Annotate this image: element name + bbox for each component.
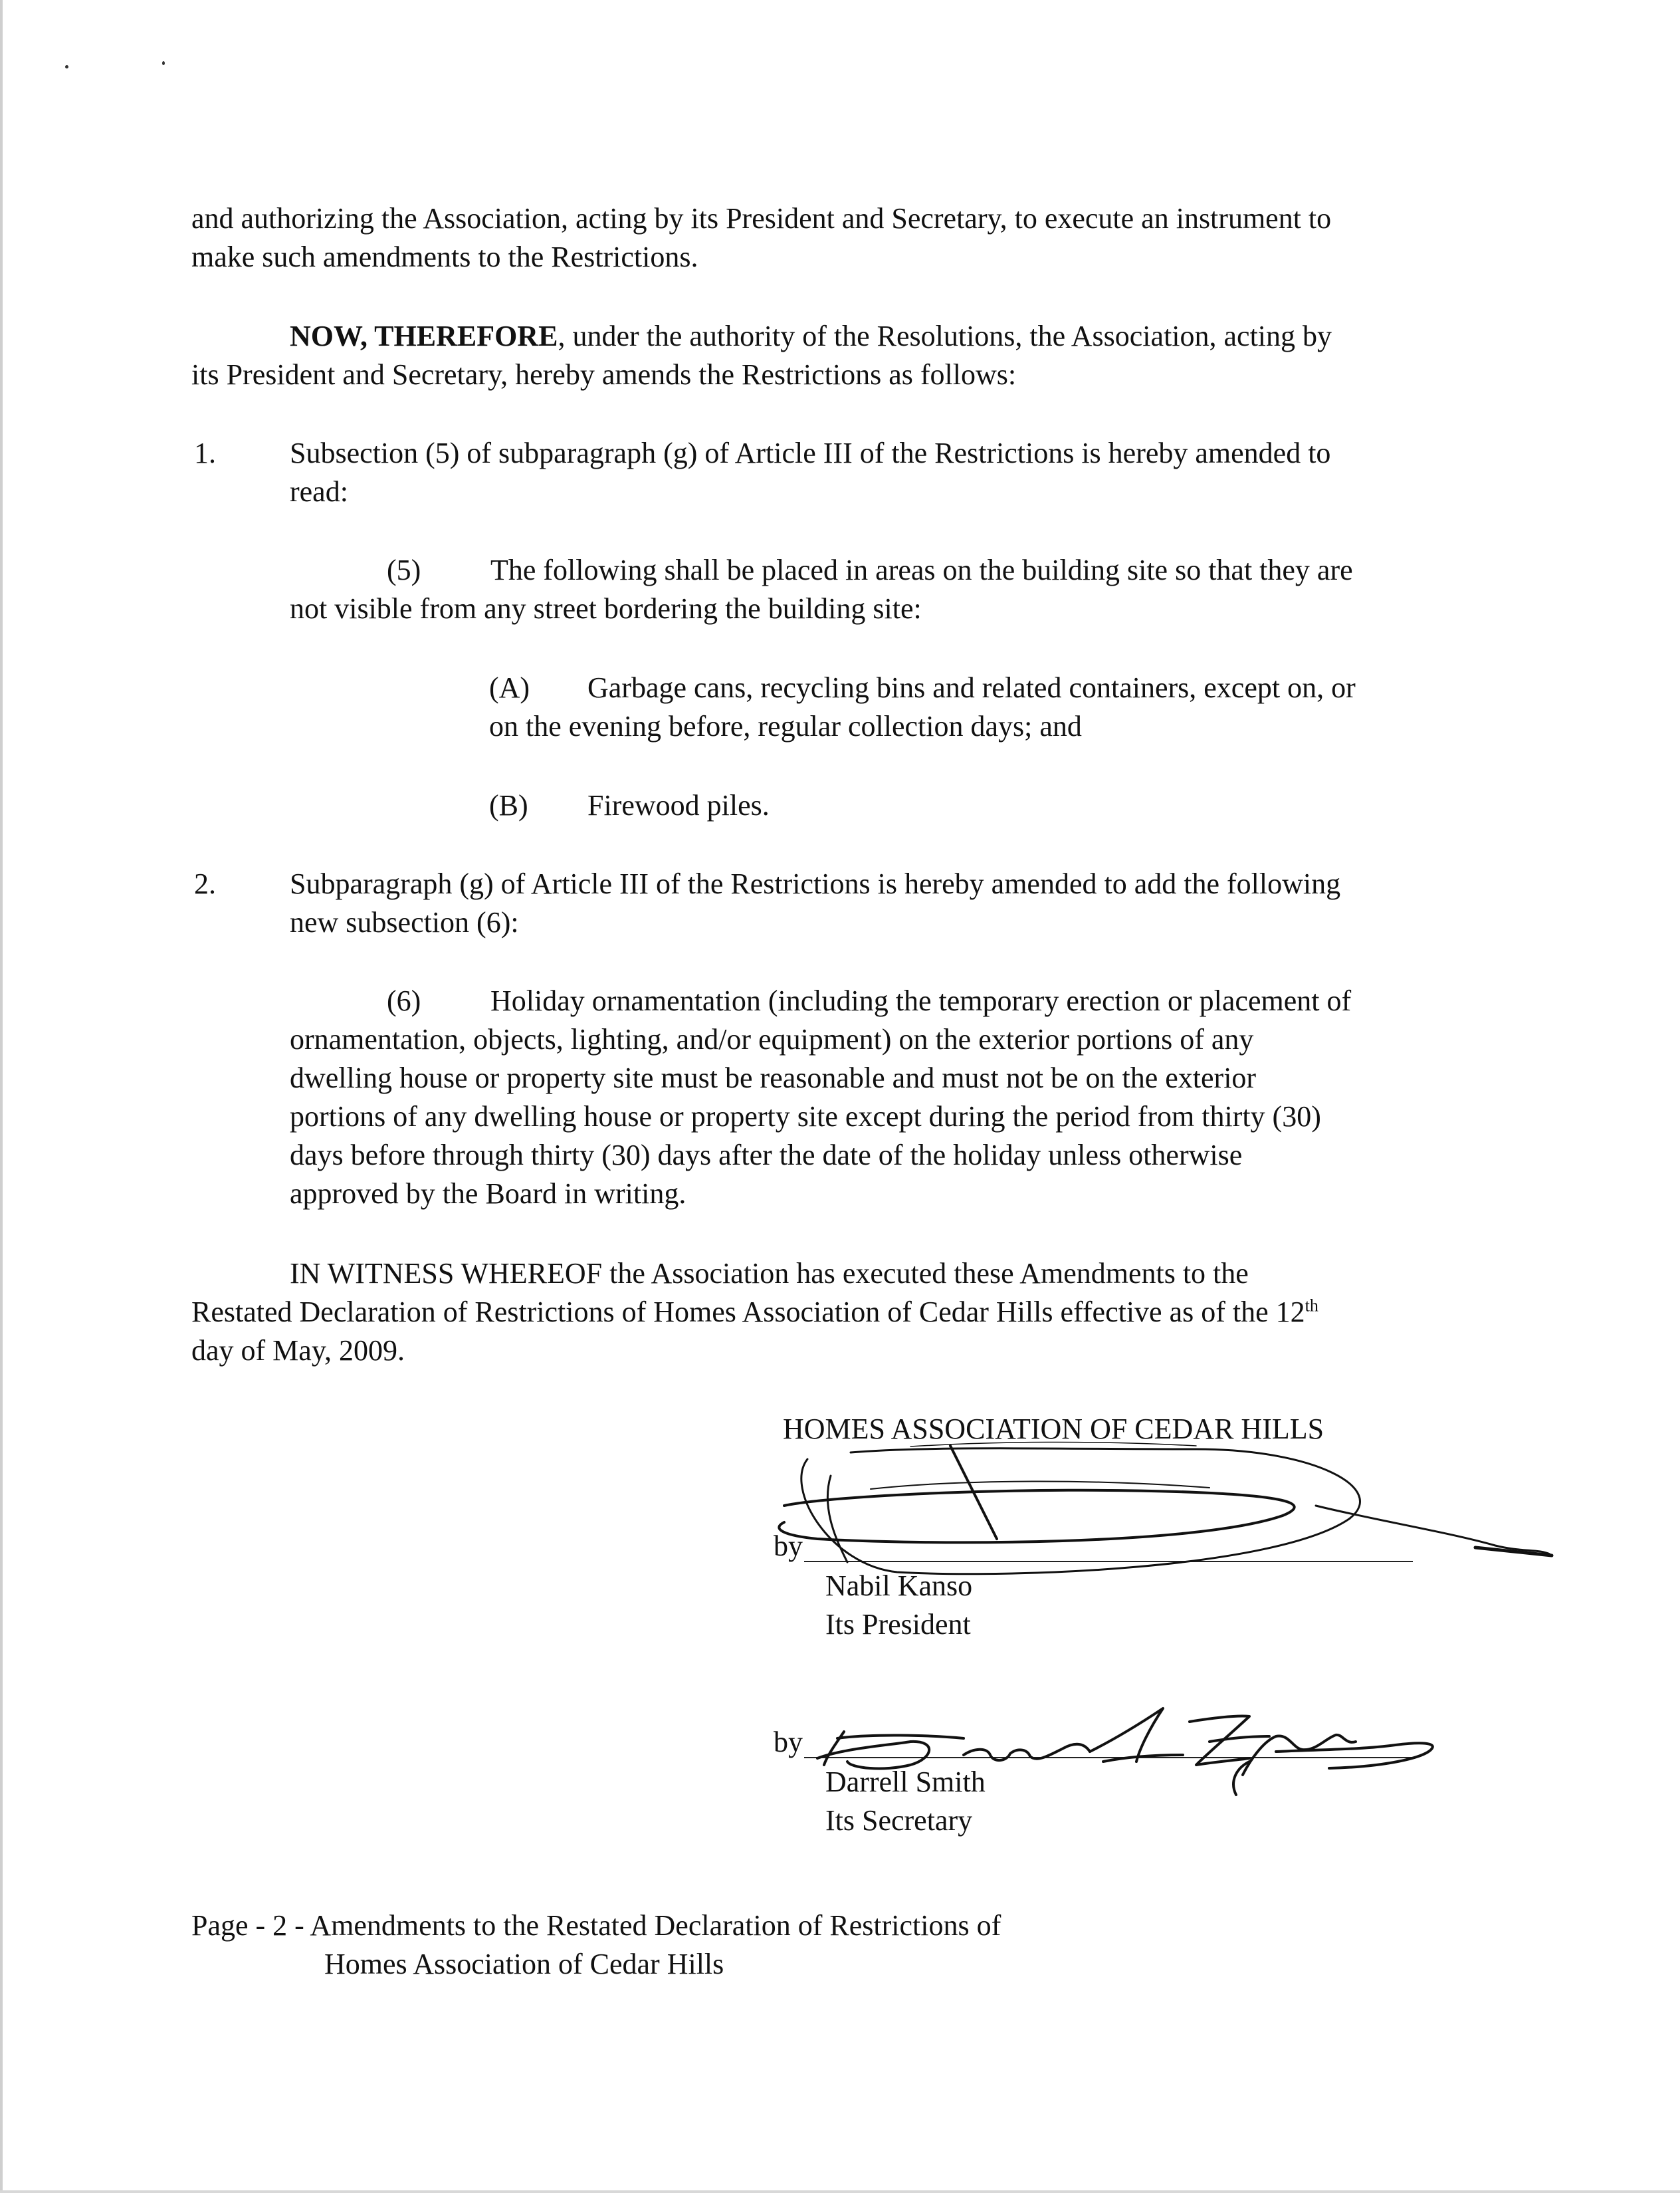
now-therefore-rest: , under the authority of the Resolutions, the Association, acting by <box>558 320 1332 352</box>
president-title: Its President <box>825 1608 971 1641</box>
item-2-line-1: Subparagraph (g) of Article III of the Restrictions is hereby amended to add the following <box>290 867 1341 900</box>
subsection-6-line-4: portions of any dwelling house or property site except during the period from thirty (30) <box>290 1100 1321 1133</box>
subsection-a-line-2: on the evening before, regular collection days; and <box>489 710 1082 743</box>
witness-line-3: day of May, 2009. <box>191 1334 405 1367</box>
footer-line-1: Page - 2 - Amendments to the Restated Declaration of Restrictions of <box>191 1909 1001 1942</box>
now-therefore-line-1 <box>290 317 1332 356</box>
subsection-5-line-2: not visible from any street bordering the building site: <box>290 592 922 625</box>
footer-line-2: Homes Association of Cedar Hills <box>324 1948 724 1980</box>
now-therefore-bold: NOW, THEREFORE <box>290 320 558 352</box>
witness-line-2-text: Restated Declaration of Restrictions of Homes Association of Cedar Hills effective as of the 12 <box>191 1296 1305 1328</box>
item-2-line-2: new subsection (6): <box>290 906 519 939</box>
witness-line-1: IN WITNESS WHEREOF the Association has executed these Amendments to the <box>290 1257 1249 1290</box>
president-name: Nabil Kanso <box>825 1569 973 1602</box>
president-by-label: by <box>774 1530 803 1562</box>
subsection-a-line-1: Garbage cans, recycling bins and related containers, except on, or <box>587 671 1356 704</box>
subsection-5-line-1: The following shall be placed in areas on the building site so that they are <box>490 554 1353 586</box>
scan-speck <box>162 61 165 65</box>
witness-superscript: th <box>1305 1296 1318 1316</box>
subsection-6-line-6: approved by the Board in writing. <box>290 1177 686 1210</box>
item-1-number: 1. <box>194 437 216 469</box>
scan-edge-bottom <box>0 2190 1680 2193</box>
secretary-signature <box>811 1702 1449 1801</box>
scan-edge-left <box>0 0 3 2193</box>
item-1-line-2: read: <box>290 475 348 508</box>
item-1-line-1: Subsection (5) of subparagraph (g) of Article III of the Restrictions is hereby amended to <box>290 437 1331 469</box>
item-2-number: 2. <box>194 867 216 900</box>
subsection-6-line-5: days before through thirty (30) days after the date of the holiday unless otherwise <box>290 1139 1243 1171</box>
subsection-6-number: (6) <box>387 984 421 1017</box>
president-signature <box>731 1409 1568 1609</box>
secretary-title: Its Secretary <box>825 1804 973 1837</box>
scan-speck <box>65 65 68 68</box>
preamble-line-1: and authorizing the Association, acting by its President and Secretary, to execute an instrument to <box>191 202 1332 235</box>
subsection-6-line-2: ornamentation, objects, lighting, and/or equipment) on the exterior portions of any <box>290 1023 1254 1056</box>
organization-name: HOMES ASSOCIATION OF CEDAR HILLS <box>783 1413 1324 1445</box>
now-therefore-line-2: its President and Secretary, hereby amends the Restrictions as follows: <box>191 358 1017 391</box>
witness-line-2 <box>191 1293 1318 1331</box>
subsection-6-line-1: Holiday ornamentation (including the temporary erection or placement of <box>490 984 1352 1017</box>
preamble-line-2: make such amendments to the Restrictions. <box>191 241 698 273</box>
subsection-6-line-3: dwelling house or property site must be reasonable and must not be on the exterior <box>290 1062 1257 1094</box>
secretary-by-label: by <box>774 1726 803 1758</box>
subsection-b-line-1: Firewood piles. <box>587 789 770 822</box>
subsection-a-number: (A) <box>489 671 530 704</box>
subsection-b-number: (B) <box>489 789 528 822</box>
secretary-name: Darrell Smith <box>825 1766 986 1798</box>
subsection-5-number: (5) <box>387 554 421 586</box>
